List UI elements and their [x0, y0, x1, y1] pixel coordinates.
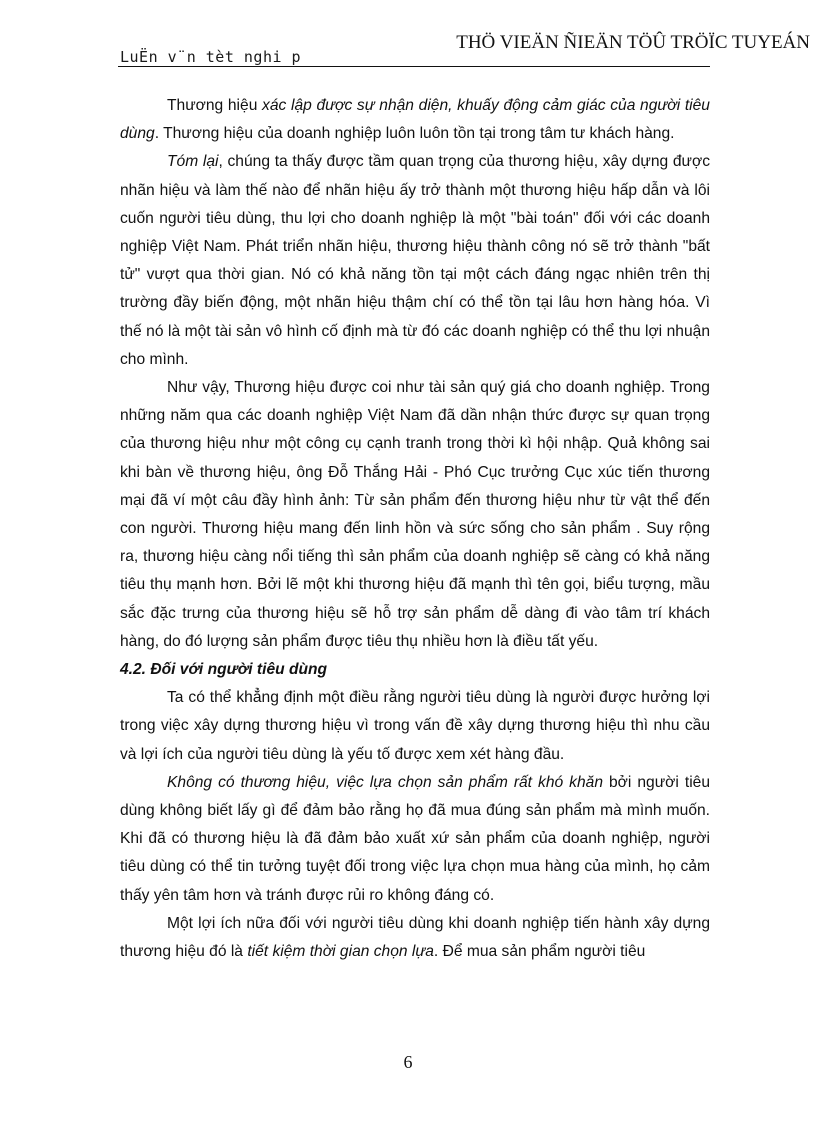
- page-number: 6: [403, 1052, 413, 1072]
- paragraph: [120, 910, 710, 966]
- paragraph: [120, 92, 710, 148]
- paragraph-italic-text: tiết kiệm thời gian chọn lựa: [247, 943, 434, 961]
- paragraph-text: , chúng ta thấy được tầm quan trọng của thương hiệu, xây dựng được nhãn hiệu và làm thế nào để nhãn hiệu ấy trở thành một thương hiệu hấp dẫn và lôi cuốn người tiêu dùng, thu lợi cho doanh nghiệp là một "bài toán" đối với các doanh nghiệp Việt Nam. Phát triển nhãn hiệu, thương hiệu thành công nó sẽ trở thành "bất tử" vượt qua thời gian. Nó có khả năng tồn tại một cách đáng ngạc nhiên trên thị trường đầy biến động, một nhãn hiệu thậm chí có thể tồn tại lâu hơn hàng hóa. Vì thế nó là một tài sản vô hình cố định mà từ đó các doanh nghiệp có thể thu lợi nhuận cho mình.: [120, 153, 710, 368]
- paragraph-italic-text: xác lập được sự nhận diện, khuấy động cảm giác của người tiêu dùng: [120, 97, 710, 143]
- paragraph-text: Một lợi ích nữa đối với người tiêu dùng khi doanh nghiệp tiến hành xây dựng thương hiệu đó là: [120, 914, 710, 961]
- paragraph: [120, 148, 710, 374]
- page-body: [120, 92, 710, 966]
- paragraph-text: Như vậy, Thương hiệu được coi như tài sản quý giá cho doanh nghiệp. Trong những năm qua các doanh nghiệp Việt Nam đã dần nhận thức được sự quan trọng của thương hiệu như một công cụ cạnh tranh trong thời kì hội nhập. Quả không sai khi bàn về thương hiệu, ông Đỗ Thắng Hải - Phó Cục trưởng Cục xúc tiến thương mại đã ví một câu đầy hình ảnh: Từ sản phẩm đến thương hiệu như từ vật thể đến con người. Thương hiệu mang đến linh hồn và sức sống cho sản phẩm . Suy rộng ra, thương hiệu càng nổi tiếng thì sản phẩm của doanh nghiệp sẽ càng có khả năng tiêu thụ mạnh hơn. Bởi lẽ một khi thương hiệu đã mạnh thì tên gọi, biểu tượng, mầu sắc đặc trưng của thương hiệu sẽ hỗ trợ sản phẩm dễ dàng đi vào tâm trí khách hàng, do đó lượng sản phẩm được tiêu thụ nhiều hơn là điều tất yếu.: [120, 379, 710, 650]
- paragraph-text: . Để mua sản phẩm người tiêu: [433, 943, 646, 961]
- paragraph-text: bởi người tiêu dùng không biết lấy gì để đảm bảo rằng họ đã mua đúng sản phẩm mà mình muốn. Khi đã có thương hiệu là đã đảm bảo xuất xứ sản phẩm của doanh nghiệp, người tiêu dùng có thể tin tưởng tuyệt đối trong việc lựa chọn mua hàng của mình, họ cảm thấy yên tâm hơn và tránh được rủi ro không đáng có.: [120, 773, 711, 904]
- paragraph-text: . Thương hiệu của doanh nghiệp luôn luôn tồn tại trong tâm tư khách hàng.: [154, 125, 675, 143]
- section-heading: 4.2. Đối với người tiêu dùng: [120, 661, 328, 679]
- paragraph-italic-text: Không có thương hiệu, việc lựa chọn sản phẩm rất khó khăn: [167, 773, 603, 791]
- paragraph: [120, 769, 710, 910]
- paragraph: [120, 374, 710, 656]
- header-divider: [118, 66, 710, 67]
- paragraph-text: Thương hiệu: [167, 97, 263, 114]
- paragraph-text: Ta có thể khẳng định một điều rằng người tiêu dùng là người được hưởng lợi trong việc xây dựng thương hiệu vì trong vấn đề xây dựng thương hiệu thì nhu cầu và lợi ích của người tiêu dùng là yếu tố được xem xét hàng đầu.: [120, 689, 710, 763]
- header-left-text: LuËn v¨n tèt nghi p: [120, 48, 302, 66]
- header-right-text: THÖ VIEÄN ÑIEÄN TÖÛ TRÖÏC TUYEÁN: [456, 32, 810, 53]
- paragraph: [120, 684, 710, 769]
- paragraph-italic-text: Tóm lại: [167, 153, 219, 171]
